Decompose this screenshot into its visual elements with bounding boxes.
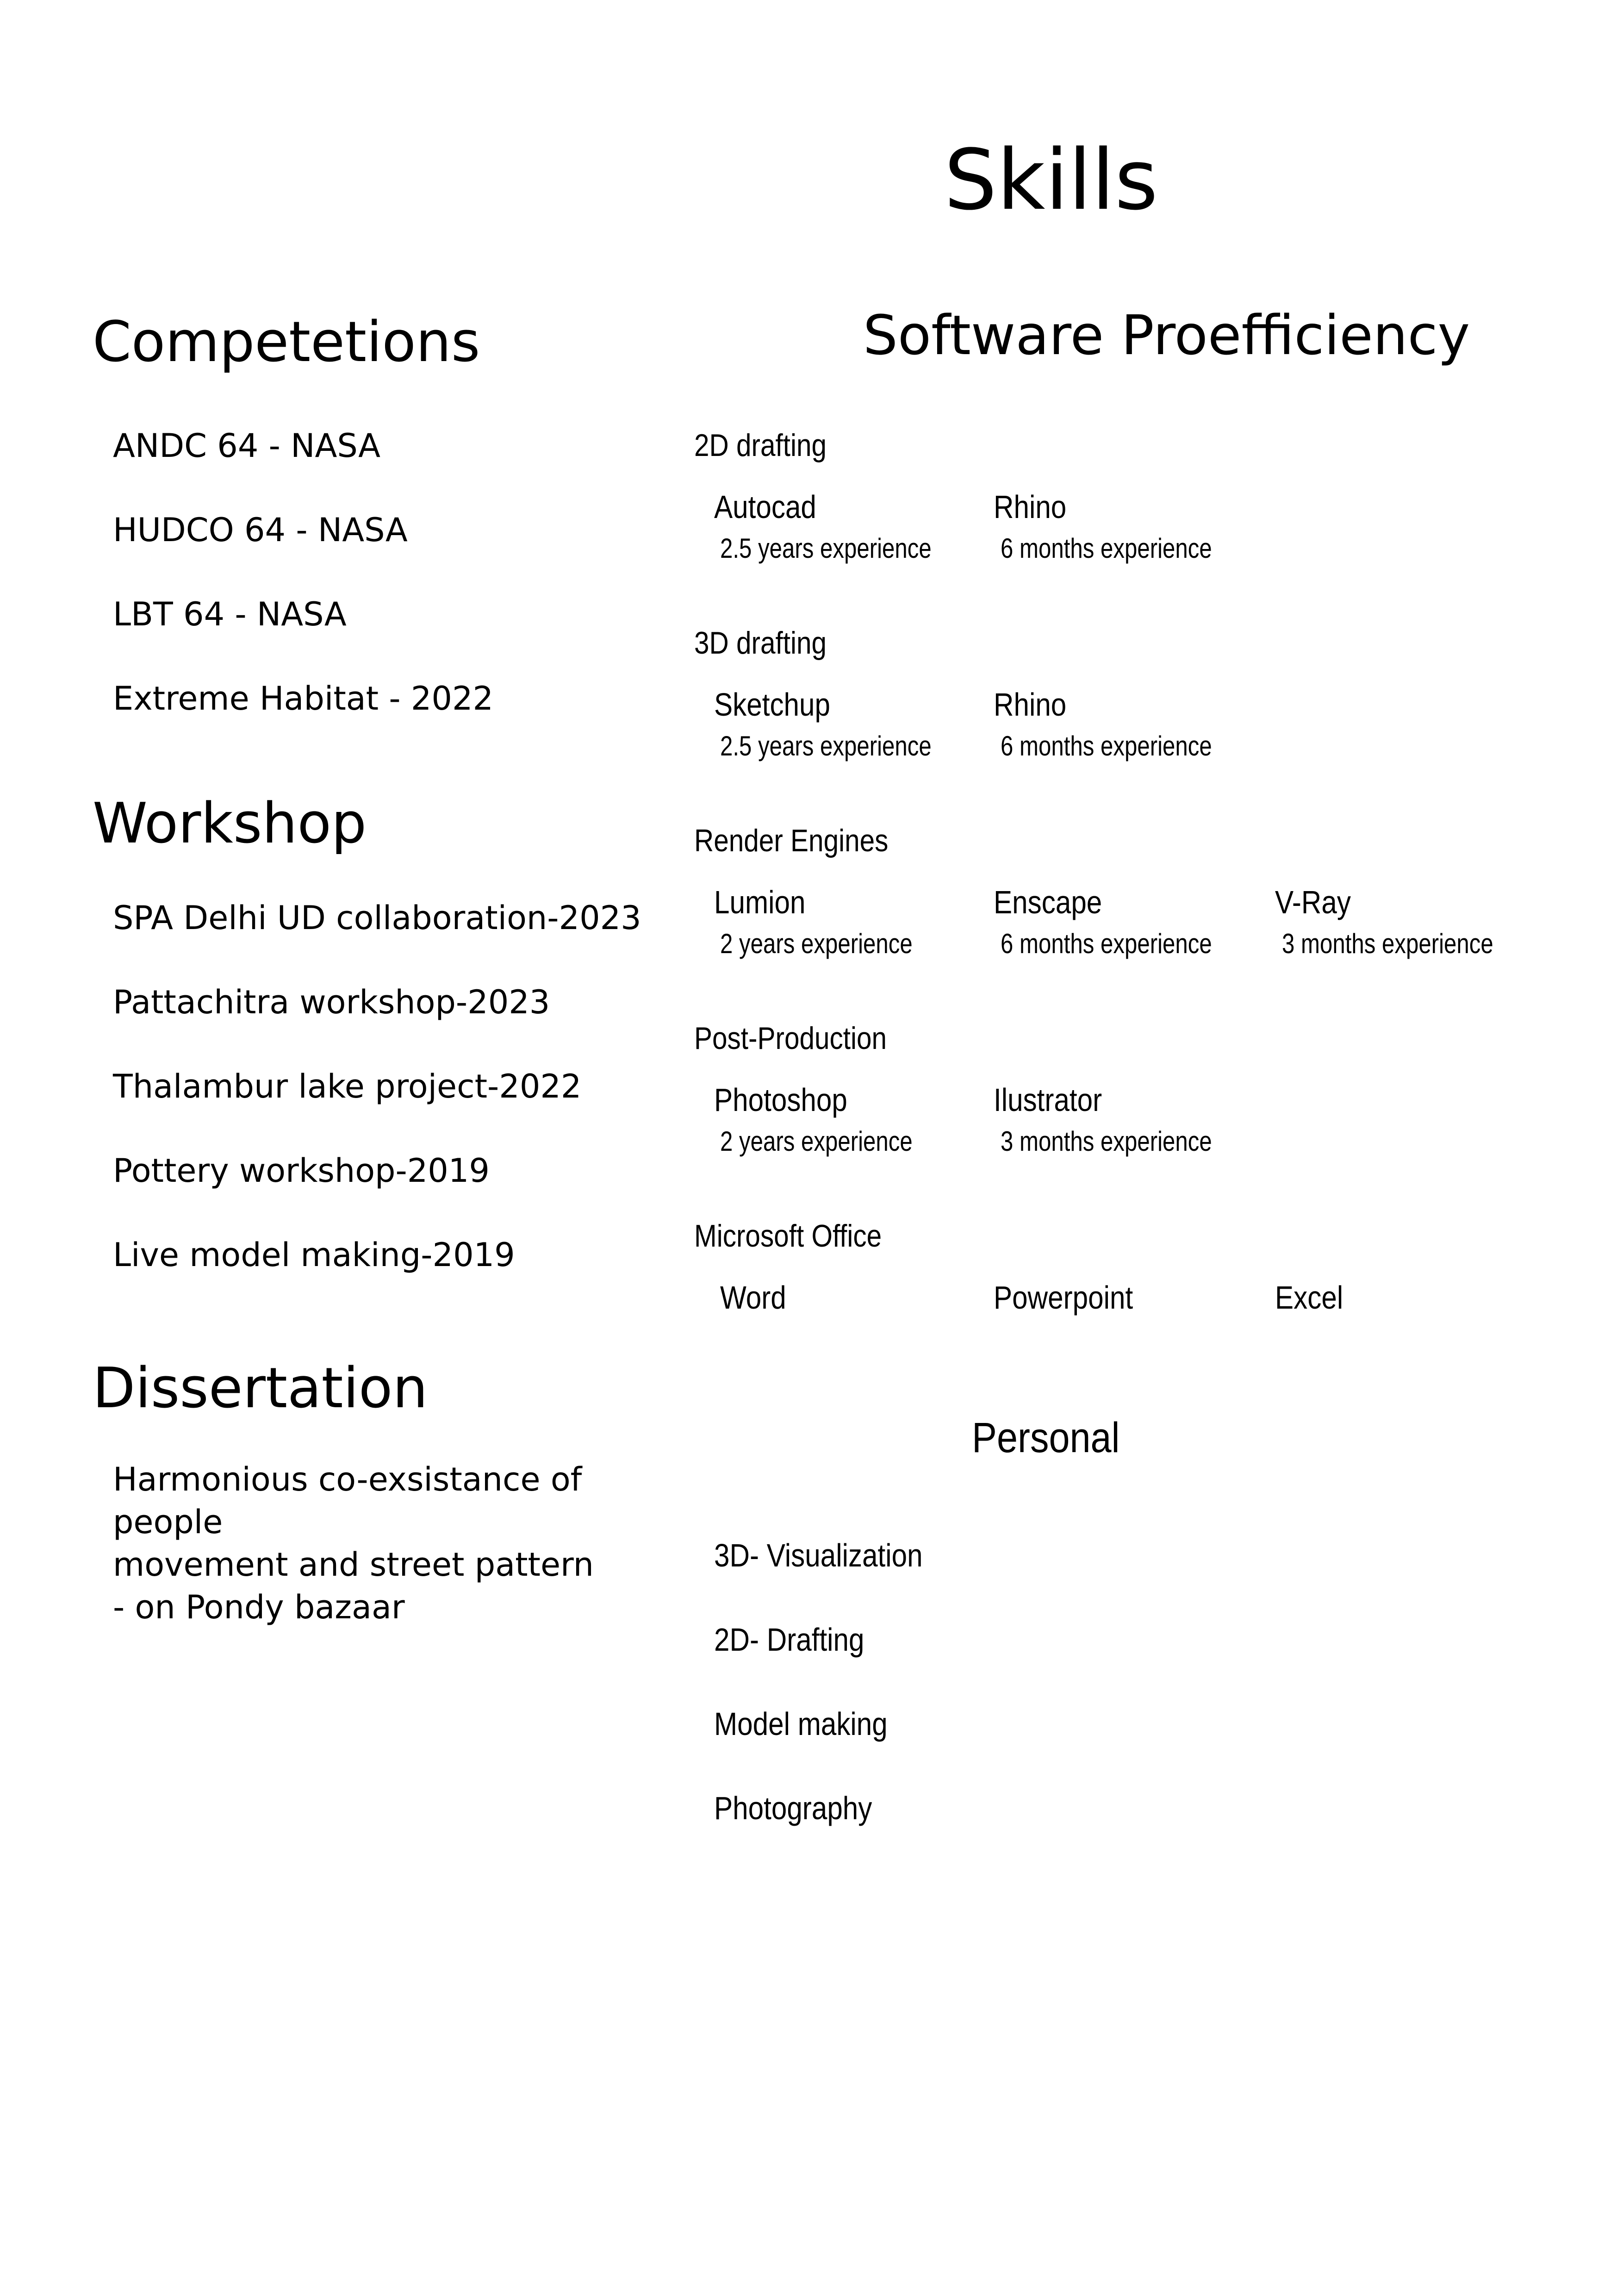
dissertation-line: - on Pondy bazaar <box>113 1588 405 1626</box>
tool-experience: 3 months experience <box>1282 928 1493 959</box>
tool-name: Lumion <box>714 884 806 920</box>
tool-name: Enscape <box>994 884 1102 920</box>
category-label: Microsoft Office <box>694 1218 882 1254</box>
workshop-item: Thalambur lake project-2022 <box>113 1067 582 1105</box>
tool-name: Powerpoint <box>994 1279 1133 1316</box>
tool-experience: 6 months experience <box>1001 533 1212 564</box>
personal-item: Model making <box>714 1706 888 1742</box>
competition-item: LBT 64 - NASA <box>113 595 347 633</box>
competition-item: HUDCO 64 - NASA <box>113 511 408 549</box>
tool-experience: 2 years experience <box>720 928 913 959</box>
tool-experience: 2.5 years experience <box>720 730 932 761</box>
dissertation-text <box>113 1458 668 1628</box>
workshop-item: Pattachitra workshop-2023 <box>113 983 550 1021</box>
competition-item: ANDC 64 - NASA <box>113 427 380 465</box>
workshop-item: SPA Delhi UD collaboration-2023 <box>113 899 641 937</box>
tool-experience: 2 years experience <box>720 1126 913 1157</box>
tool-experience: 6 months experience <box>1001 928 1212 959</box>
personal-item: Photography <box>714 1790 872 1826</box>
tool-experience: 6 months experience <box>1001 730 1212 761</box>
dissertation-line: movement and street pattern <box>113 1546 594 1584</box>
tool-name: Ilustrator <box>994 1082 1102 1118</box>
category-label: 2D drafting <box>694 428 827 463</box>
category-label: 3D drafting <box>694 625 827 661</box>
dissertation-heading: Dissertation <box>93 1356 428 1421</box>
tool-name: V-Ray <box>1275 884 1351 920</box>
software-heading: Software Proefficiency <box>863 303 1470 367</box>
category-label: Post-Production <box>694 1021 887 1056</box>
personal-item: 2D- Drafting <box>714 1622 864 1658</box>
tool-experience: 3 months experience <box>1001 1126 1212 1157</box>
tool-name: Word <box>720 1279 786 1316</box>
competition-item: Extreme Habitat - 2022 <box>113 680 494 718</box>
dissertation-line: Harmonious co-exsistance of people <box>113 1460 582 1541</box>
workshop-item: Pottery workshop-2019 <box>113 1152 490 1190</box>
tool-name: Rhino <box>994 489 1067 525</box>
tool-experience: 2.5 years experience <box>720 533 932 564</box>
category-label: Render Engines <box>694 823 889 858</box>
page-title: Skills <box>944 132 1158 229</box>
workshop-item: Live model making-2019 <box>113 1236 515 1274</box>
tool-name: Sketchup <box>714 686 831 723</box>
competitions-heading: Competetions <box>93 310 480 374</box>
personal-heading: Personal <box>972 1414 1120 1461</box>
tool-name: Autocad <box>714 489 816 525</box>
workshop-heading: Workshop <box>93 792 367 856</box>
tool-name: Excel <box>1275 1279 1343 1316</box>
tool-name: Rhino <box>994 686 1067 723</box>
personal-item: 3D- Visualization <box>714 1537 923 1573</box>
tool-name: Photoshop <box>714 1082 847 1118</box>
